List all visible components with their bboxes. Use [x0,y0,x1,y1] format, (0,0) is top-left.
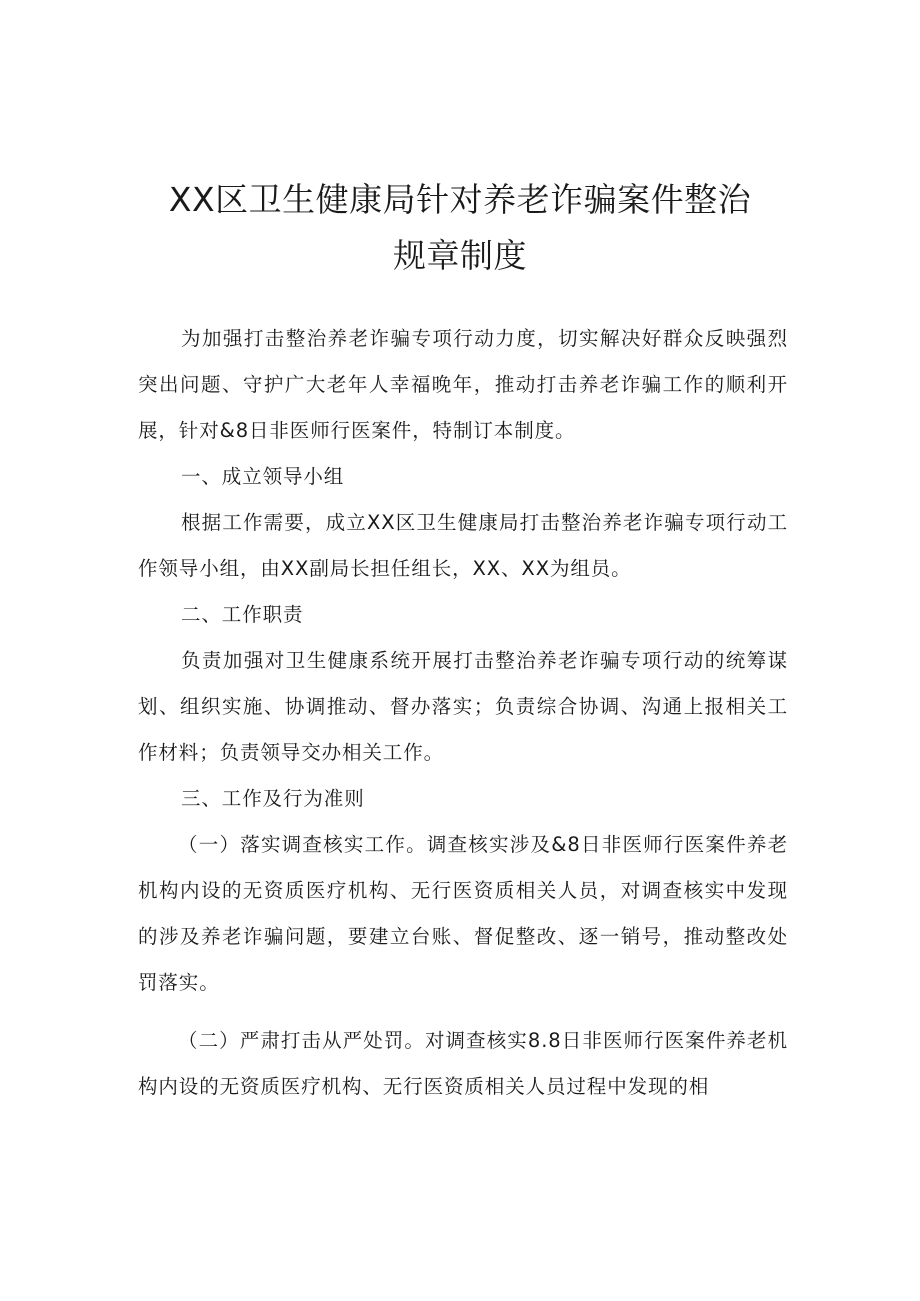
section-2-paragraph: 负责加强对卫生健康系统开展打击整治养老诈骗专项行动的统筹谋划、组织实施、协调推动、督办落实；负责综合协调、沟通上报相关工作材料；负责领导交办相关工作。 [138,649,788,764]
document-title-line-1: XX区卫生健康局针对养老诈骗案件整治 [168,180,752,219]
section-heading-3: 三、工作及行为准则 [181,787,365,810]
document-title-line-2: 规章制度 [393,236,527,275]
section-3-item-2: （二）严肃打击从严处罚。对调查核实8.8日非医师行医案件养老机构内设的无资质医疗机构、无行医资质相关人员过程中发现的相 [138,1029,788,1098]
intro-paragraph: 为加强打击整治养老诈骗专项行动力度，切实解决好群众反映强烈突出问题、守护广大老年人幸福晚年，推动打击养老诈骗工作的顺利开展，针对&8日非医师行医案件，特制订本制度。 [138,327,788,442]
section-heading-1: 一、成立领导小组 [181,465,345,488]
section-heading-2: 二、工作职责 [181,603,304,626]
section-1-paragraph: 根据工作需要，成立XX区卫生健康局打击整治养老诈骗专项行动工作领导小组，由XX副局长担任组长，XX、XX为组员。 [138,511,788,580]
document-body [138,316,788,1110]
section-3-item-1: （一）落实调查核实工作。调查核实涉及&8日非医师行医案件养老机构内设的无资质医疗机构、无行医资质相关人员，对调查核实中发现的涉及养老诈骗问题，要建立台账、督促整改、逐一销号，推动整改处罚落实。 [138,833,788,994]
